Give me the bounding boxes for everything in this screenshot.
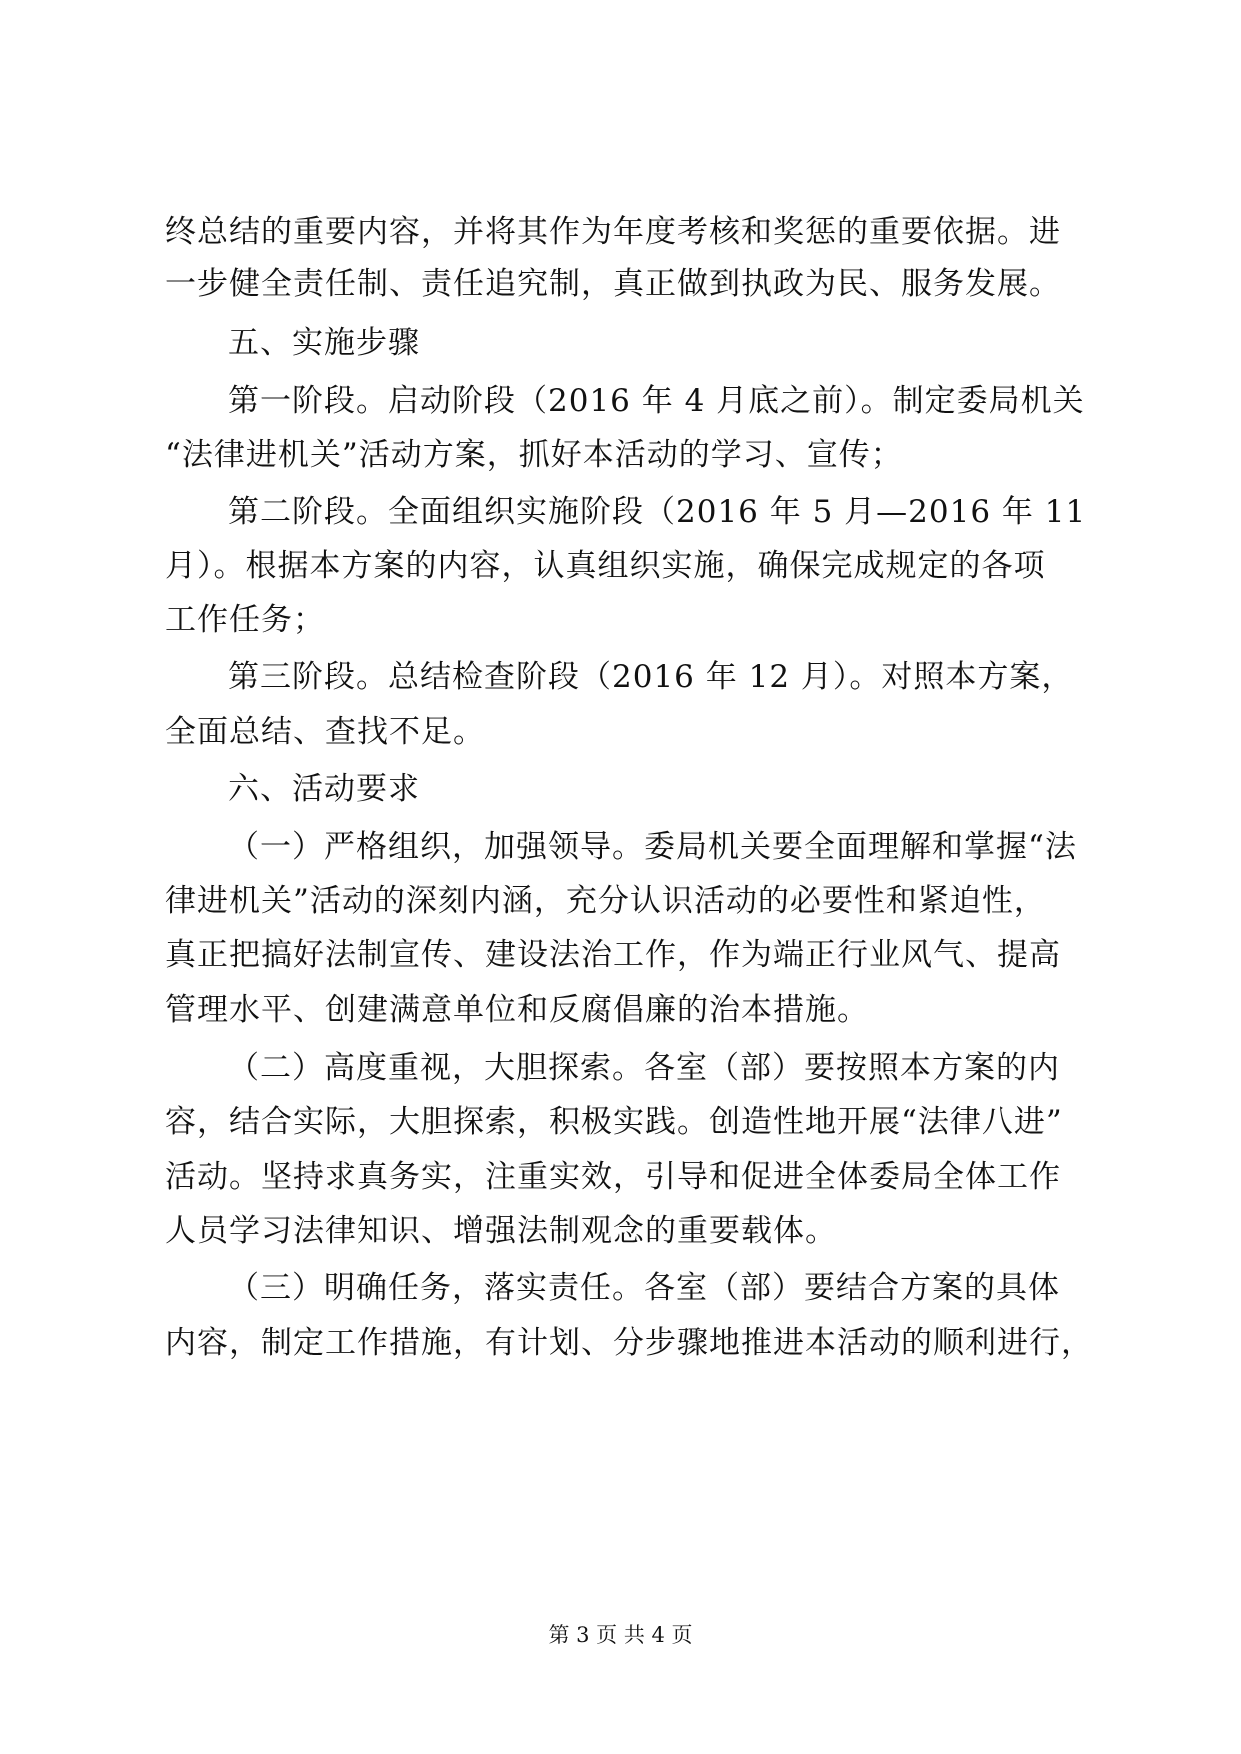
section-heading: 六、活动要求 xyxy=(228,771,420,807)
section-heading: 五、实施步骤 xyxy=(228,325,420,361)
text-line: 管理水平、创建满意单位和反腐倡廉的治本措施。 xyxy=(165,992,869,1028)
text-line: 真正把搞好法制宣传、建设法治工作，作为端正行业风气、提高 xyxy=(165,937,1061,973)
text-line: （三）明确任务，落实责任。各室（部）要结合方案的具体 xyxy=(228,1270,1060,1306)
text-line: 第一阶段。启动阶段（2016 年 4 月底之前）。制定委局机关 xyxy=(228,383,1085,419)
text-line: 月）。根据本方案的内容，认真组织实施，确保完成规定的各项 xyxy=(165,548,1046,584)
text-line: “法律进机关”活动方案，抓好本活动的学习、宣传； xyxy=(165,437,903,473)
text-line: 全面总结、查找不足。 xyxy=(165,714,485,750)
text-line: （一）严格组织，加强领导。委局机关要全面理解和掌握“法 xyxy=(228,829,1077,865)
text-line: 人员学习法律知识、增强法制观念的重要载体。 xyxy=(165,1213,837,1249)
text-line: 第二阶段。全面组织实施阶段（2016 年 5 月—2016 年 11 xyxy=(228,494,1087,530)
page-number-footer: 第 3 页 共 4 页 xyxy=(548,1623,693,1647)
text-line: 容，结合实际，大胆探索，积极实践。创造性地开展“法律八进” xyxy=(165,1104,1063,1140)
text-line: 律进机关”活动的深刻内涵，充分认识活动的必要性和紧迫性， xyxy=(165,883,1046,919)
text-line: 一步健全责任制、责任追究制，真正做到执政为民、服务发展。 xyxy=(165,266,1061,302)
text-line: 内容，制定工作措施，有计划、分步骤地推进本活动的顺利进行， xyxy=(165,1325,1093,1361)
text-line: 第三阶段。总结检查阶段（2016 年 12 月）。对照本方案， xyxy=(228,659,1074,695)
text-line: 终总结的重要内容，并将其作为年度考核和奖惩的重要依据。进 xyxy=(165,214,1061,250)
text-line: （二）高度重视，大胆探索。各室（部）要按照本方案的内 xyxy=(228,1050,1060,1086)
text-line: 工作任务； xyxy=(165,602,325,638)
text-line: 活动。坚持求真务实，注重实效，引导和促进全体委局全体工作 xyxy=(165,1159,1061,1195)
